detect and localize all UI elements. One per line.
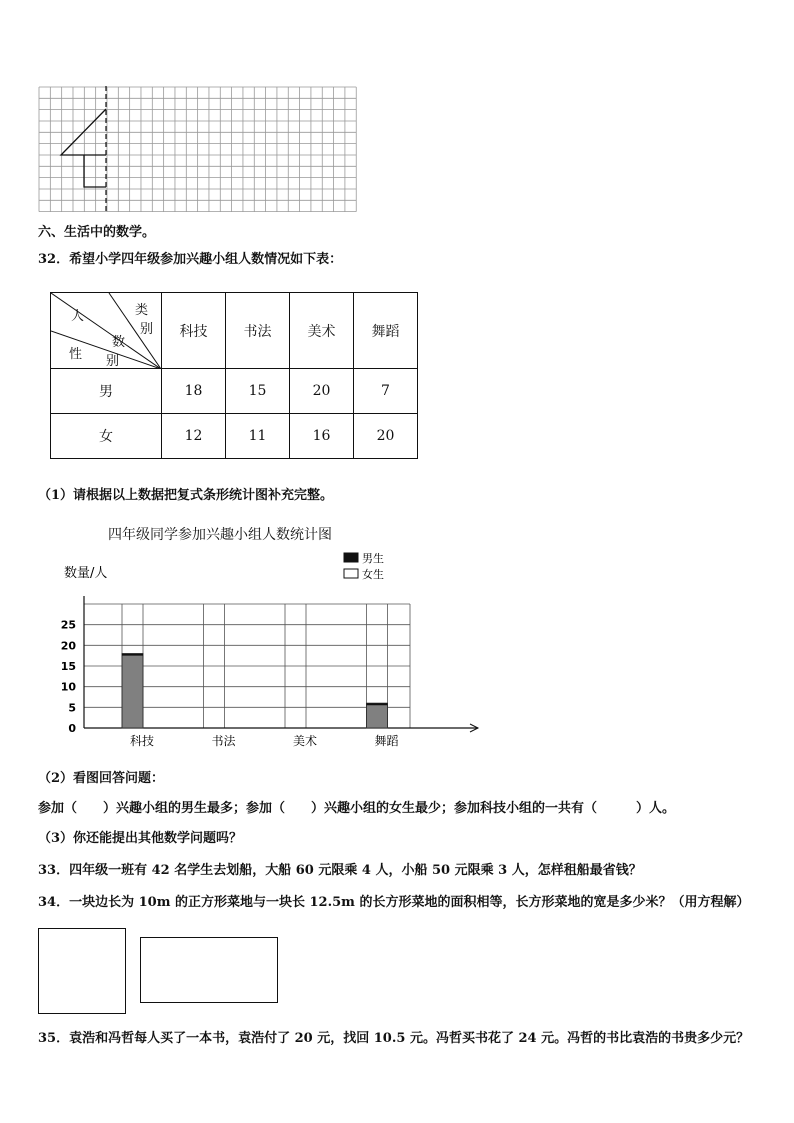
q33-text: 33．四年级一班有 42 名学生去划船，大船 60 元限乘 4 人，小船 50 元限乘 3 人，怎样租船最省钱？ [38,863,642,878]
table-cell: 20 [354,414,418,459]
corner-label-xing: 性 [69,347,83,362]
x-category-label: 书法 [211,734,236,748]
legend-swatch-female [344,569,358,578]
q35-text: 35．袁浩和冯哲每人买了一本书，袁浩付了 20 元，找回 10.5 元。冯哲买书花了 24 元。冯哲的书比袁浩的书贵多少元？ [38,1031,750,1046]
y-axis-label: 数量/人 [64,566,108,581]
table-cell: 7 [354,369,418,414]
bar-chart [40,548,490,758]
q32-part2-line: 参加（ ）兴趣小组的男生最多；参加（ ）兴趣小组的女生最少；参加科技小组的一共有（ ）人。 [38,801,676,816]
table-cell: 15 [226,369,290,414]
table-cell: 12 [162,414,226,459]
col-header-keji: 科技 [162,293,226,369]
x-category-label: 科技 [129,734,155,748]
y-tick-label: 20 [60,639,76,653]
table-cell: 20 [290,369,354,414]
grid-figure [38,86,358,216]
table-cell: 11 [226,414,290,459]
x-category-label: 舞蹈 [374,734,399,748]
table-corner-cell [51,293,162,369]
col-header-shufa: 书法 [226,293,290,369]
section6-title: 六、生活中的数学。 [38,225,156,240]
table-cell: 18 [162,369,226,414]
bar-male [122,654,143,728]
y-tick-label: 0 [68,722,76,735]
chart-title: 四年级同学参加兴趣小组人数统计图 [108,527,332,543]
legend-label: 男生 [362,552,384,565]
legend-label: 女生 [362,568,384,581]
col-header-meishu: 美术 [290,293,354,369]
legend-swatch-male [344,553,358,562]
y-tick-label: 15 [60,660,76,673]
corner-label-ren: 人 [71,309,85,324]
q32-part1: （1）请根据以上数据把复式条形统计图补充完整。 [38,488,334,503]
col-header-wudao: 舞蹈 [354,293,418,369]
table-cell: 16 [290,414,354,459]
corner-label-bie1: 别 [140,322,154,337]
y-tick-label: 5 [68,701,76,715]
corner-label-lei: 类 [135,303,149,318]
bar-male [367,703,388,728]
q32-part2: （2）看图回答问题： [38,771,165,786]
table-row [51,369,418,414]
corner-label-shu: 数 [112,335,126,350]
table-row [51,414,418,459]
x-category-label: 美术 [292,734,318,748]
rectangle-field-figure [140,937,278,1003]
corner-label-bie2: 别 [106,354,120,369]
q34-text: 34．一块边长为 10m 的正方形菜地与一块长 12.5m 的长方形菜地的面积相等，长方形菜地的宽是多少米？（用方程解） [38,895,750,910]
y-tick-label: 10 [60,680,76,694]
y-tick-label: 25 [60,618,76,632]
q32-title: 32．希望小学四年级参加兴趣小组人数情况如下表： [38,252,343,267]
square-field-figure [38,928,126,1014]
row-label-male: 男 [51,369,162,414]
interest-group-table [50,292,418,459]
half-shape-stem [84,155,106,187]
row-label-female: 女 [51,414,162,459]
q32-part3: （3）你还能提出其他数学问题吗？ [38,831,243,846]
